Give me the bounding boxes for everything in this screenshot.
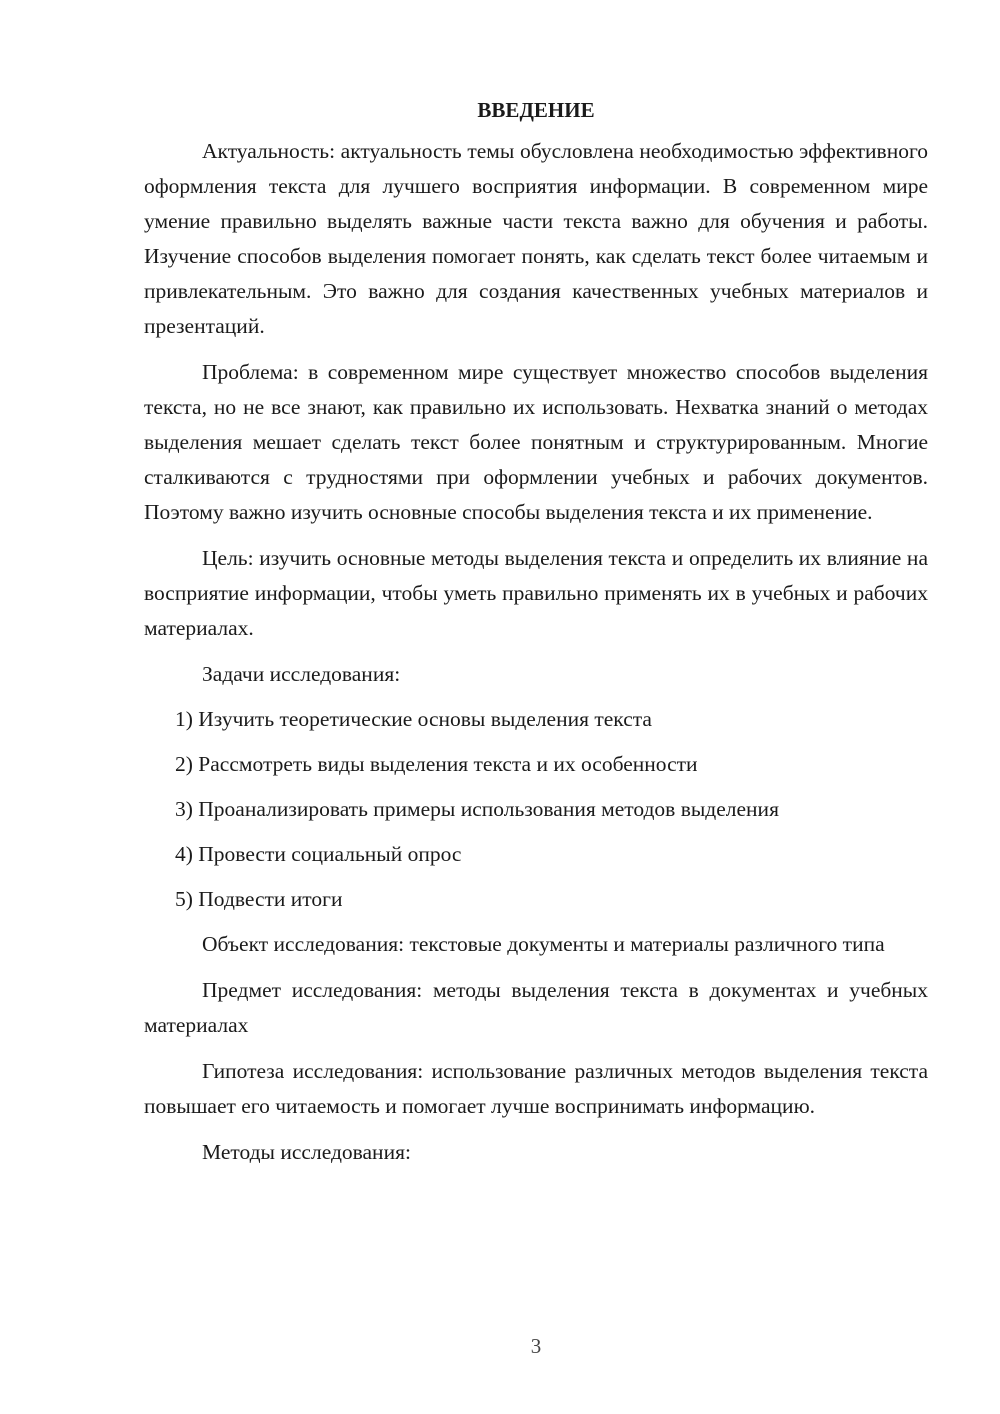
- tasks-list: [144, 702, 928, 917]
- list-item: 4) Провести социальный опрос: [175, 842, 462, 866]
- problem-paragraph: Проблема: в современном мире существует множество способов выделения текста, но не все знают, как правильно их использовать. Нехватка знаний о методах выделения мешает сделать текст более понятным и структурированным. Многие сталкиваются с трудностями при оформлении учебных и рабочих документов. Поэтому важно изучить основные способы выделения текста и их применение.: [144, 360, 928, 524]
- page-number: 3: [530, 1334, 542, 1358]
- list-item: 5) Подвести итоги: [175, 887, 343, 911]
- goal-paragraph: Цель: изучить основные методы выделения текста и определить их влияние на восприятие информации, чтобы уметь правильно применять их в учебных и рабочих материалах.: [144, 546, 928, 640]
- hypothesis-paragraph: Гипотеза исследования: использование различных методов выделения текста повышает его читаемость и помогает лучше воспринимать информацию.: [144, 1059, 928, 1118]
- subject-paragraph: Предмет исследования: методы выделения текста в документах и учебных материалах: [144, 978, 928, 1037]
- object-paragraph: Объект исследования: текстовые документы и материалы различного типа: [202, 932, 885, 956]
- methods-heading: Методы исследования:: [202, 1140, 411, 1164]
- section-title: ВВЕДЕНИЕ: [477, 98, 595, 122]
- list-item: 3) Проанализировать примеры использования методов выделения: [175, 797, 779, 821]
- tasks-heading: Задачи исследования:: [202, 662, 401, 686]
- document-page: [144, 92, 928, 1170]
- list-item: 2) Рассмотреть виды выделения текста и их особенности: [175, 752, 698, 776]
- relevance-paragraph: Актуальность: актуальность темы обусловлена необходимостью эффективного оформления текста для лучшего восприятия информации. В современном мире умение правильно выделять важные части текста важно для обучения и работы. Изучение способов выделения помогает понять, как сделать текст более читаемым и привлекательным. Это важно для создания качественных учебных материалов и презентаций.: [144, 139, 928, 338]
- list-item: 1) Изучить теоретические основы выделения текста: [175, 707, 652, 731]
